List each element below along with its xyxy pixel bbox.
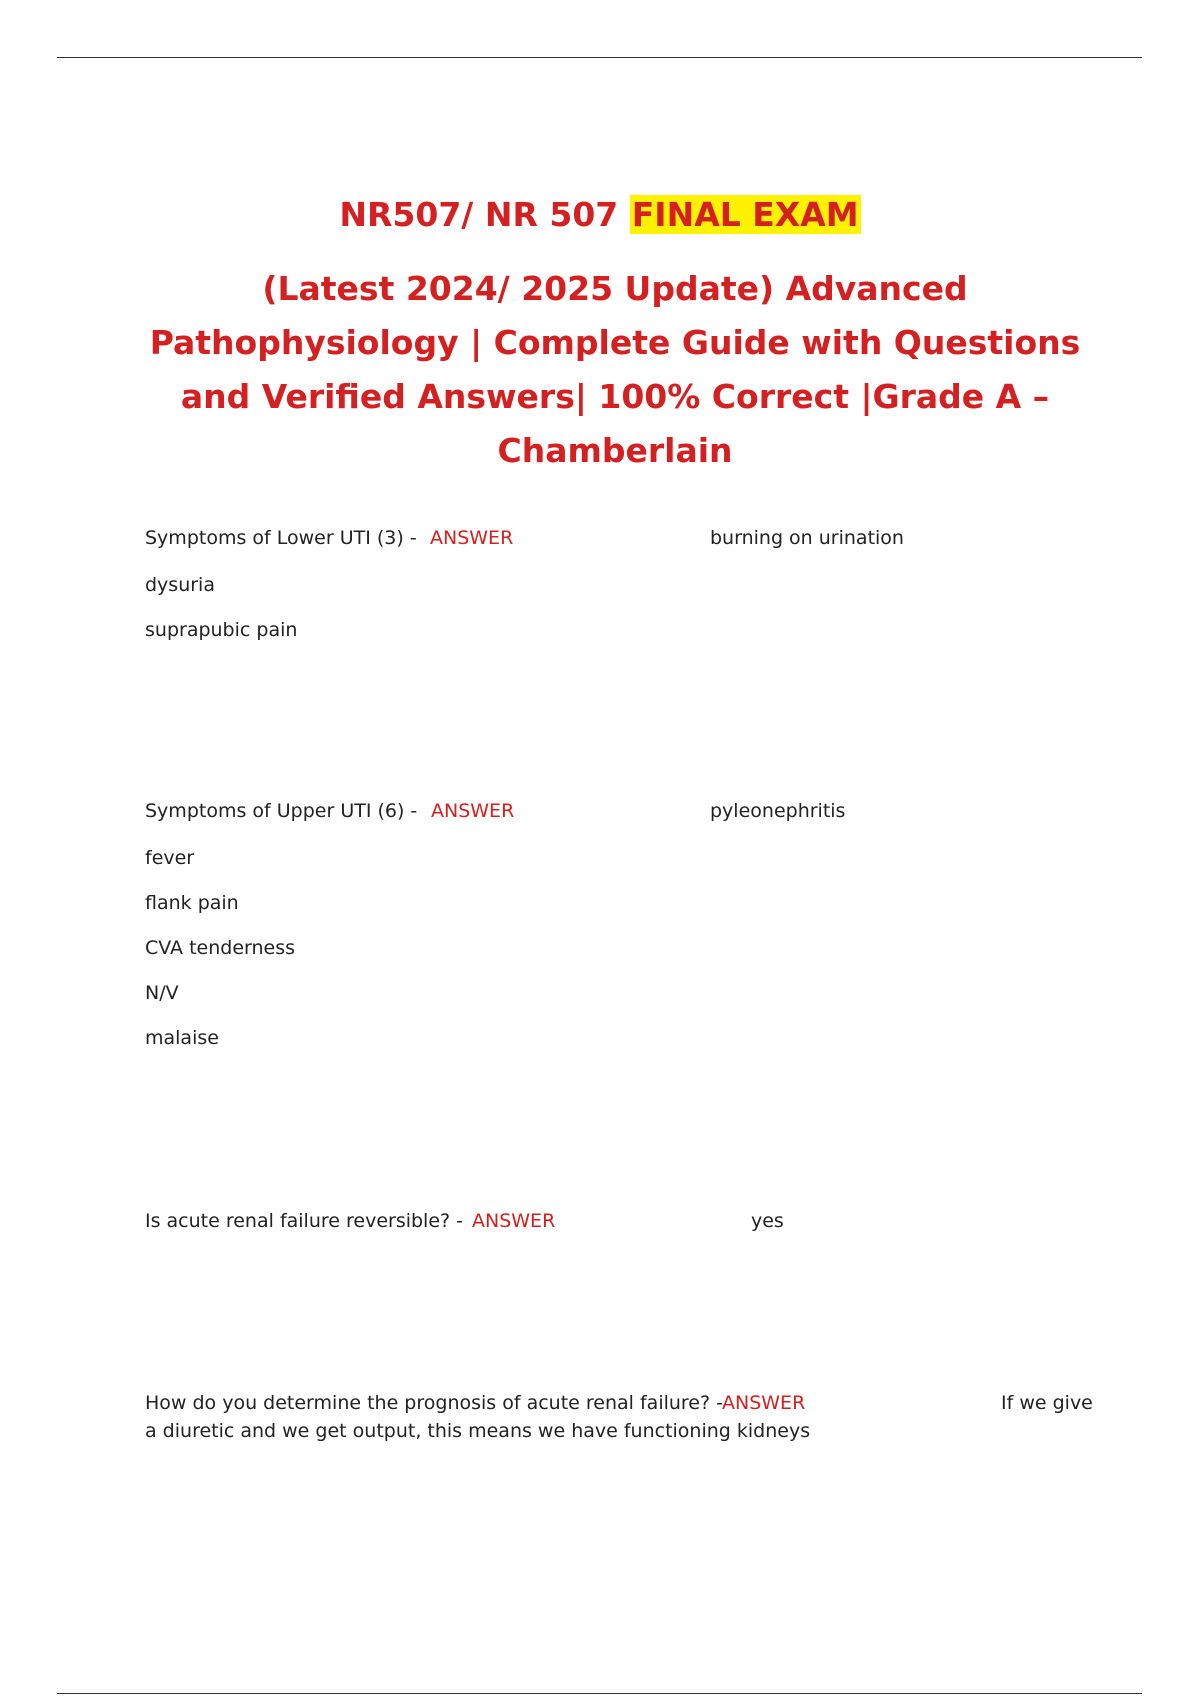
- answer-item: N/V: [145, 982, 179, 1004]
- answer-item: suprapubic pain: [145, 619, 298, 641]
- title-highlight: FINAL EXAM: [631, 195, 859, 234]
- question-text: Is acute renal failure reversible? -: [145, 1210, 464, 1232]
- qa-block-2: [145, 800, 846, 1070]
- title-plain: NR507/ NR 507: [339, 195, 630, 234]
- answer-label: ANSWER: [431, 800, 515, 822]
- qa-block-4: [145, 1392, 1093, 1444]
- document-title: [0, 190, 1200, 240]
- answer-label: ANSWER: [430, 527, 514, 549]
- top-rule: [57, 57, 1142, 58]
- answer-text: If we give: [1001, 1392, 1093, 1414]
- question-text: Symptoms of Upper UTI (6) -: [145, 800, 418, 822]
- answer-continuation: a diuretic and we get output, this means we have functioning kidneys: [145, 1420, 811, 1442]
- question-text: Symptoms of Lower UTI (3) -: [145, 527, 417, 549]
- answer-text: yes: [751, 1210, 784, 1232]
- answer-item: malaise: [145, 1027, 219, 1049]
- qa-block-1: [145, 527, 904, 662]
- answer-item: fever: [145, 847, 195, 869]
- question-text: How do you determine the prognosis of acute renal failure? -: [145, 1392, 723, 1414]
- document-subtitle: (Latest 2024/ 2025 Update) Advanced Pathophysiology | Complete Guide with Questions and Verified Answers| 100% Correct |Grade A – Chamberlain: [149, 269, 1081, 470]
- answer-item: flank pain: [145, 892, 239, 914]
- answer-label: ANSWER: [472, 1210, 556, 1232]
- answer-text: pyleonephritis: [710, 800, 846, 822]
- answer-label: ANSWER: [722, 1392, 806, 1414]
- answer-item: dysuria: [145, 574, 215, 596]
- answer-text: burning on urination: [710, 527, 904, 549]
- answer-item: CVA tenderness: [145, 937, 296, 959]
- bottom-rule: [57, 1693, 1142, 1694]
